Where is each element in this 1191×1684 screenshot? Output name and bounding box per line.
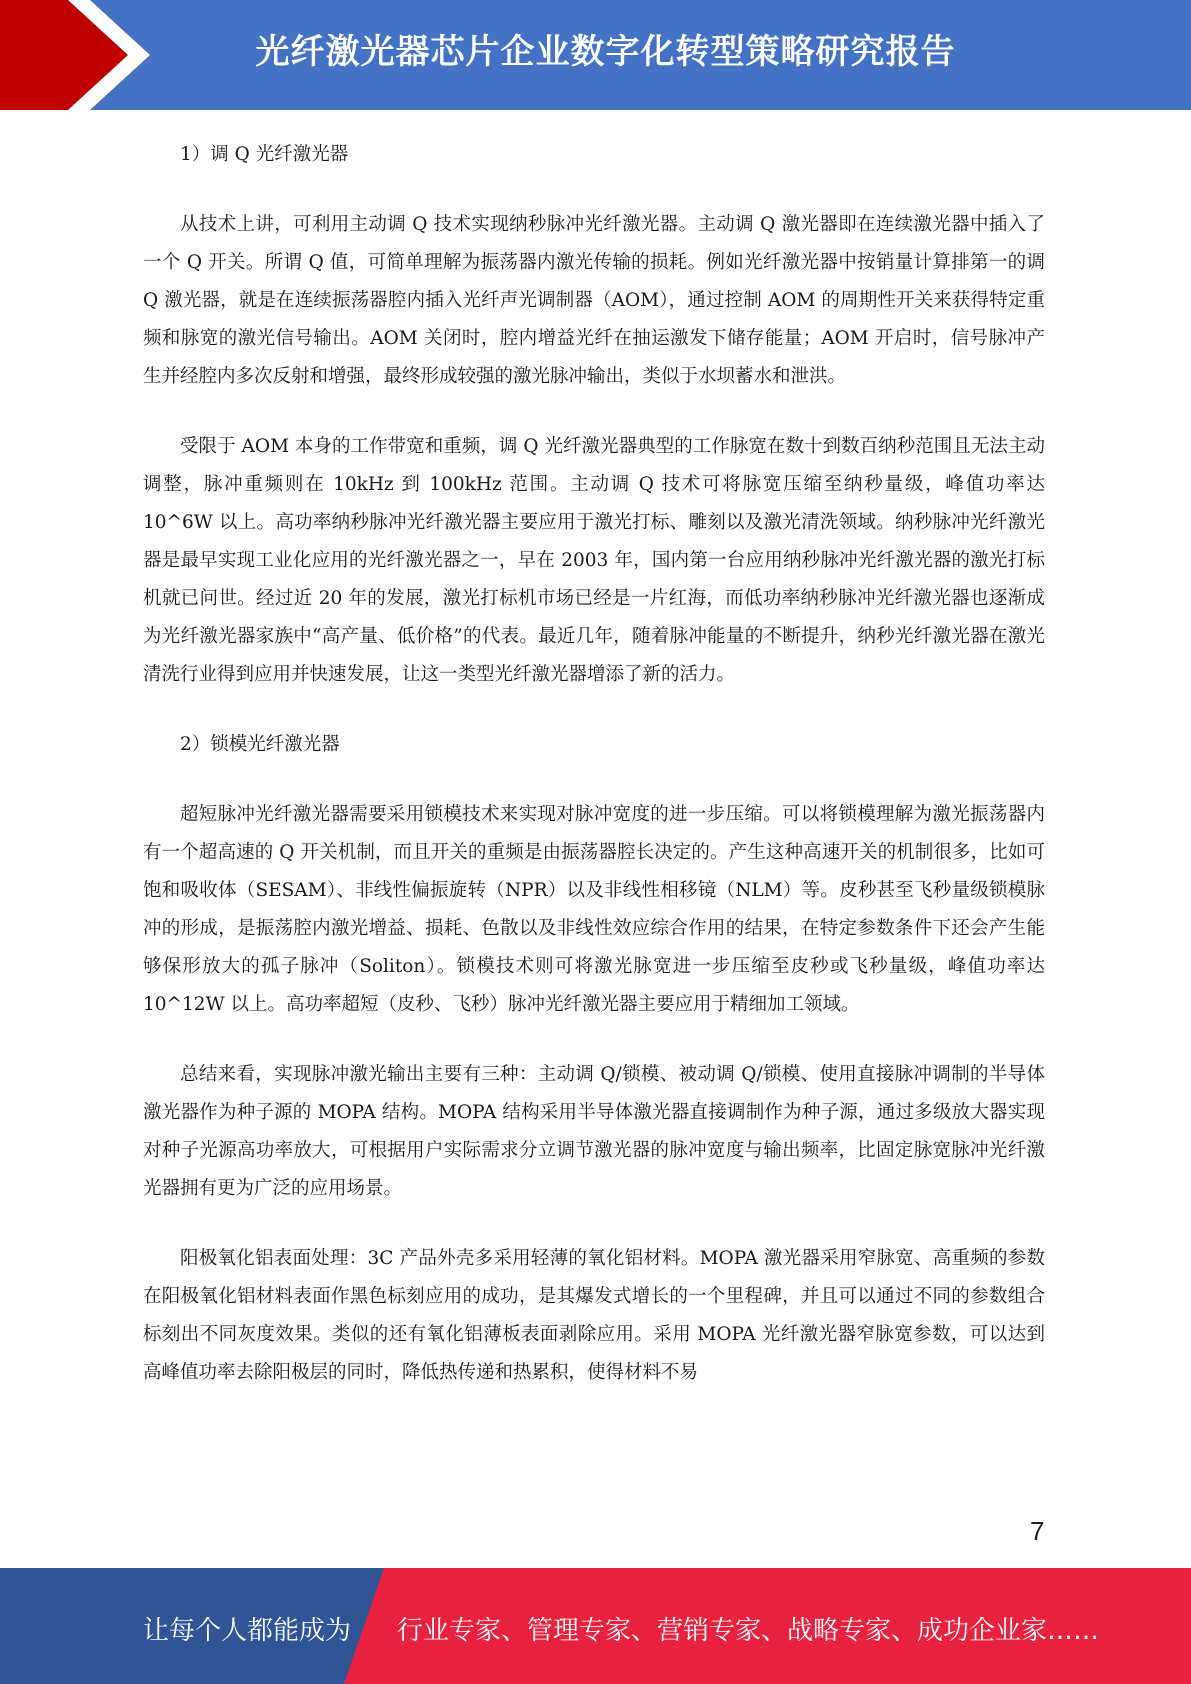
paragraph-mode-locking: 超短脉冲光纤激光器需要采用锁模技术来实现对脉冲宽度的进一步压缩。可以将锁模理解为激光振荡器内有一个超高速的 Q 开关机制，而且开关的重频是由振荡器腔长决定的。产生这种高速开关的机制很多，比如可饱和吸收体（SESAM）、非线性偏振旋转（NPR）以及非线性相移镜（NLM）等。皮秒甚至飞秒量级锁模脉冲的形成，是振荡腔内激光增益、损耗、色散以及非线性效应综合作用的结果，在特定参数条件下还会产生能够保形放大的孤子脉冲（Soliton）。锁模技术则可将激光脉宽进一步压缩至皮秒或飞秒量级，峰值功率达 10^12W 以上。高功率超短（皮秒、飞秒）脉冲光纤激光器主要应用于精细加工领域。 [143,804,1045,1015]
report-title: 光纤激光器芯片企业数字化转型策略研究报告 [255,32,956,72]
page-number: 7 [1030,1516,1045,1546]
section-heading-mode-locked: 2）锁模光纤激光器 [180,734,340,755]
footer-slogan-left: 让每个人都能成为 [143,1616,352,1646]
page-header [0,0,1191,110]
body-content [143,136,1045,1424]
paragraph-summary: 总结来看，实现脉冲激光输出主要有三种：主动调 Q/锁模、被动调 Q/锁模、使用直接脉冲调制的半导体激光器作为种子源的 MOPA 结构。MOPA 结构采用半导体激光器直接调制作为种子源，通过多级放大器实现对种子光源高功率放大，可根据用户实际需求分立调节激光器的脉冲宽度与输出频率，比固定脉宽脉冲光纤激光器拥有更为广泛的应用场景。 [143,1064,1045,1199]
section-heading-q-switched: 1）调 Q 光纤激光器 [180,144,349,165]
paragraph-q-switch-limits: 受限于 AOM 本身的工作带宽和重频，调 Q 光纤激光器典型的工作脉宽在数十到数百纳秒范围且无法主动调整，脉冲重频则在 10kHz 到 100kHz 范围。主动调 Q 技术可将脉宽压缩至纳秒量级，峰值功率达 10^6W 以上。高功率纳秒脉冲光纤激光器主要应用于激光打标、雕刻以及激光清洗领域。纳秒脉冲光纤激光器是最早实现工业化应用的光纤激光器之一，早在 2003 年，国内第一台应用纳秒脉冲光纤激光器的激光打标机就已问世。经过近 20 年的发展，激光打标机市场已经是一片红海，而低功率纳秒脉冲光纤激光器也逐渐成为光纤激光器家族中“高产量、低价格”的代表。最近几年，随着脉冲能量的不断提升，纳秒光纤激光器在激光清洗行业得到应用并快速发展，让这一类型光纤激光器增添了新的活力。 [143,436,1045,685]
paragraph-anodized-aluminum: 阳极氧化铝表面处理：3C 产品外壳多采用轻薄的氧化铝材料。MOPA 激光器采用窄脉宽、高重频的参数在阳极氧化铝材料表面作黑色标刻应用的成功，是其爆发式增长的一个里程碑，并且可以通过不同的参数组合标刻出不同灰度效果。类似的还有氧化铝薄板表面剥除应用。采用 MOPA 光纤激光器窄脉宽参数，可以达到高峰值功率去除阳极层的同时，降低热传递和热累积，使得材料不易 [143,1248,1045,1383]
paragraph-q-switch-principle: 从技术上讲，可利用主动调 Q 技术实现纳秒脉冲光纤激光器。主动调 Q 激光器即在连续激光器中插入了一个 Q 开关。所谓 Q 值，可简单理解为振荡器内激光传输的损耗。例如光纤激光器中按销量计算排第一的调 Q 激光器，就是在连续振荡器腔内插入光纤声光调制器（AOM），通过控制 AOM 的周期性开关来获得特定重频和脉宽的激光信号输出。AOM 关闭时，腔内增益光纤在抽运激发下储存能量；AOM 开启时，信号脉冲产生并经腔内多次反射和增强，最终形成较强的激光脉冲输出，类似于水坝蓄水和泄洪。 [143,214,1045,387]
page-footer [0,1568,1191,1684]
footer-slogan-right: 行业专家、管理专家、营销专家、战略专家、成功企业家…… [397,1616,1100,1646]
